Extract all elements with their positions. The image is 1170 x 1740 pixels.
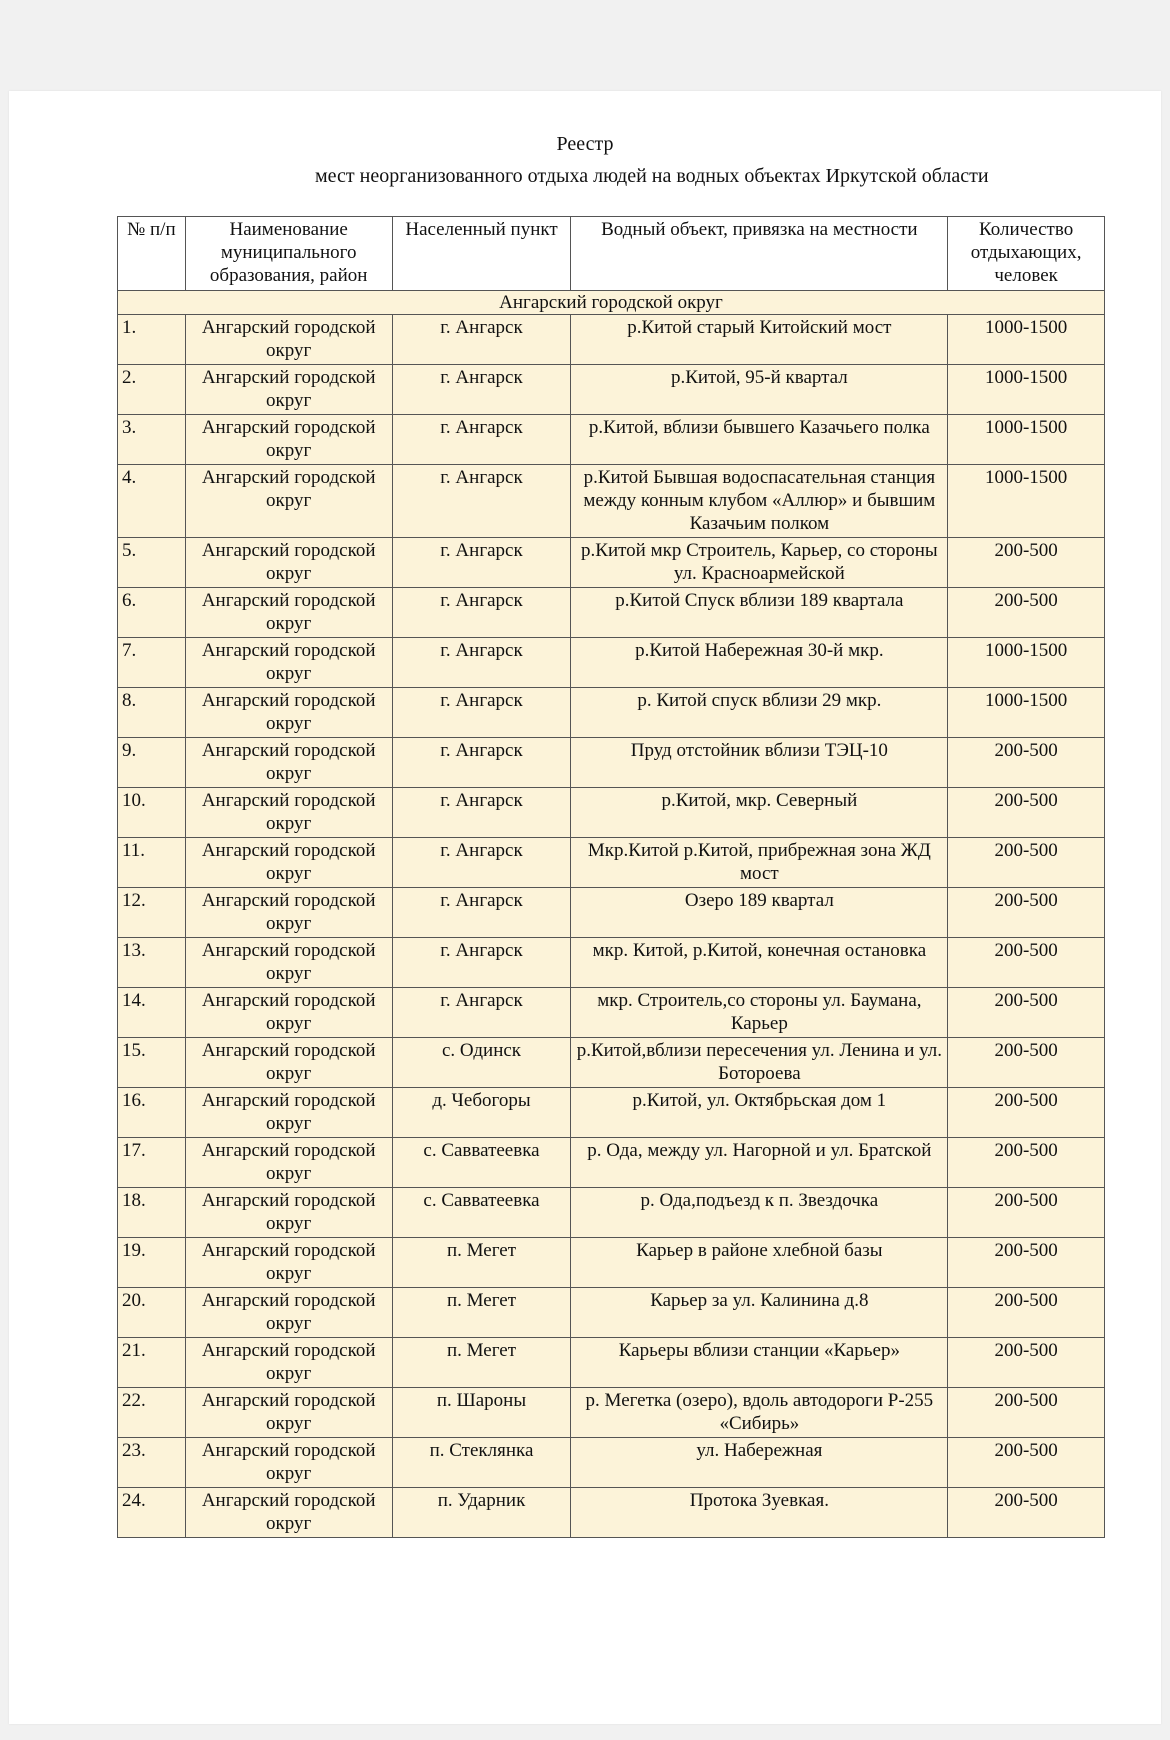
cell-num: 9. (118, 738, 186, 788)
cell-num: 23. (118, 1438, 186, 1488)
cell-count: 200-500 (948, 1388, 1105, 1438)
cell-locality: п. Мегет (392, 1238, 571, 1288)
cell-num: 10. (118, 788, 186, 838)
cell-num: 20. (118, 1288, 186, 1338)
header-row (118, 217, 1105, 291)
cell-count: 200-500 (948, 938, 1105, 988)
cell-municipality: Ангарский городской округ (185, 938, 392, 988)
cell-num: 11. (118, 838, 186, 888)
table-row (118, 1488, 1105, 1538)
cell-municipality: Ангарский городской округ (185, 365, 392, 415)
cell-water-object: р. Китой спуск вблизи 29 мкр. (571, 688, 948, 738)
cell-num: 2. (118, 365, 186, 415)
table-row (118, 1188, 1105, 1238)
cell-municipality: Ангарский городской округ (185, 415, 392, 465)
header-locality: Населенный пункт (392, 217, 571, 291)
table-row (118, 888, 1105, 938)
cell-water-object: р.Китой Бывшая водоспасательная станция между конным клубом «Аллюр» и бывшим Казачьим полком (571, 465, 948, 538)
cell-count: 200-500 (948, 1288, 1105, 1338)
cell-count: 200-500 (948, 1338, 1105, 1388)
cell-municipality: Ангарский городской округ (185, 1488, 392, 1538)
cell-locality: г. Ангарск (392, 588, 571, 638)
cell-locality: г. Ангарск (392, 638, 571, 688)
table-row (118, 315, 1105, 365)
group-row (118, 291, 1105, 315)
cell-water-object: Мкр.Китой р.Китой, прибрежная зона ЖД мост (571, 838, 948, 888)
cell-num: 1. (118, 315, 186, 365)
cell-water-object: Карьер в районе хлебной базы (571, 1238, 948, 1288)
cell-count: 1000-1500 (948, 315, 1105, 365)
cell-water-object: р.Китой мкр Строитель, Карьер, со стороны ул. Красноармейской (571, 538, 948, 588)
cell-water-object: мкр. Строитель,со стороны ул. Баумана, Карьер (571, 988, 948, 1038)
cell-num: 17. (118, 1138, 186, 1188)
cell-locality: г. Ангарск (392, 738, 571, 788)
cell-locality: п. Шароны (392, 1388, 571, 1438)
table-row (118, 588, 1105, 638)
cell-count: 1000-1500 (948, 688, 1105, 738)
cell-municipality: Ангарский городской округ (185, 1388, 392, 1438)
cell-count: 1000-1500 (948, 465, 1105, 538)
cell-municipality: Ангарский городской округ (185, 1138, 392, 1188)
cell-municipality: Ангарский городской округ (185, 1288, 392, 1338)
table-row (118, 1438, 1105, 1488)
cell-num: 19. (118, 1238, 186, 1288)
cell-count: 200-500 (948, 788, 1105, 838)
header-water-object: Водный объект, привязка на местности (571, 217, 948, 291)
document-page (9, 91, 1161, 1724)
group-label: Ангарский городской округ (118, 291, 1105, 315)
cell-count: 1000-1500 (948, 638, 1105, 688)
cell-num: 6. (118, 588, 186, 638)
cell-water-object: р. Ода,подъезд к п. Звездочка (571, 1188, 948, 1238)
cell-water-object: ул. Набережная (571, 1438, 948, 1488)
header-num: № п/п (118, 217, 186, 291)
cell-num: 16. (118, 1088, 186, 1138)
table-row (118, 838, 1105, 888)
cell-num: 3. (118, 415, 186, 465)
cell-locality: г. Ангарск (392, 988, 571, 1038)
cell-num: 18. (118, 1188, 186, 1238)
table-row (118, 1238, 1105, 1288)
cell-municipality: Ангарский городской округ (185, 1088, 392, 1138)
cell-locality: г. Ангарск (392, 365, 571, 415)
cell-water-object: р.Китой, ул. Октябрьская дом 1 (571, 1088, 948, 1138)
table-row (118, 1088, 1105, 1138)
cell-num: 5. (118, 538, 186, 588)
cell-municipality: Ангарский городской округ (185, 688, 392, 738)
cell-count: 200-500 (948, 1088, 1105, 1138)
cell-municipality: Ангарский городской округ (185, 1438, 392, 1488)
table-row (118, 1138, 1105, 1188)
cell-municipality: Ангарский городской округ (185, 538, 392, 588)
table-row (118, 688, 1105, 738)
cell-municipality: Ангарский городской округ (185, 888, 392, 938)
table-body (118, 291, 1105, 1538)
cell-water-object: Озеро 189 квартал (571, 888, 948, 938)
table-row (118, 1038, 1105, 1088)
cell-count: 200-500 (948, 1138, 1105, 1188)
cell-count: 1000-1500 (948, 415, 1105, 465)
cell-municipality: Ангарский городской округ (185, 638, 392, 688)
cell-num: 12. (118, 888, 186, 938)
cell-num: 8. (118, 688, 186, 738)
cell-locality: п. Мегет (392, 1288, 571, 1338)
table-row (118, 1388, 1105, 1438)
cell-locality: г. Ангарск (392, 688, 571, 738)
cell-locality: г. Ангарск (392, 465, 571, 538)
cell-locality: г. Ангарск (392, 538, 571, 588)
cell-locality: с. Савватеевка (392, 1138, 571, 1188)
table-row (118, 538, 1105, 588)
cell-locality: п. Ударник (392, 1488, 571, 1538)
table-row (118, 738, 1105, 788)
cell-num: 15. (118, 1038, 186, 1088)
cell-locality: г. Ангарск (392, 838, 571, 888)
cell-water-object: р.Китой, мкр. Северный (571, 788, 948, 838)
cell-count: 200-500 (948, 538, 1105, 588)
cell-count: 200-500 (948, 738, 1105, 788)
table-row (118, 938, 1105, 988)
cell-count: 200-500 (948, 988, 1105, 1038)
cell-num: 4. (118, 465, 186, 538)
cell-count: 200-500 (948, 1188, 1105, 1238)
cell-water-object: Карьеры вблизи станции «Карьер» (571, 1338, 948, 1388)
cell-municipality: Ангарский городской округ (185, 788, 392, 838)
cell-water-object: р. Ода, между ул. Нагорной и ул. Братской (571, 1138, 948, 1188)
cell-water-object: р.Китой Набережная 30-й мкр. (571, 638, 948, 688)
cell-water-object: мкр. Китой, р.Китой, конечная остановка (571, 938, 948, 988)
table-row (118, 465, 1105, 538)
table-row (118, 1338, 1105, 1388)
cell-water-object: Пруд отстойник вблизи ТЭЦ-10 (571, 738, 948, 788)
cell-water-object: р. Мегетка (озеро), вдоль автодороги Р-255 «Сибирь» (571, 1388, 948, 1438)
cell-water-object: р.Китой,вблизи пересечения ул. Ленина и ул. Ботороева (571, 1038, 948, 1088)
cell-municipality: Ангарский городской округ (185, 988, 392, 1038)
table-row (118, 788, 1105, 838)
cell-count: 200-500 (948, 1038, 1105, 1088)
cell-municipality: Ангарский городской округ (185, 588, 392, 638)
cell-water-object: р.Китой Спуск вблизи 189 квартала (571, 588, 948, 638)
cell-water-object: Карьер за ул. Калинина д.8 (571, 1288, 948, 1338)
cell-count: 1000-1500 (948, 365, 1105, 415)
cell-locality: г. Ангарск (392, 788, 571, 838)
cell-num: 21. (118, 1338, 186, 1388)
header-count: Количество отдыхающих, человек (948, 217, 1105, 291)
cell-locality: д. Чебогоры (392, 1088, 571, 1138)
cell-water-object: р.Китой, 95-й квартал (571, 365, 948, 415)
cell-count: 200-500 (948, 1238, 1105, 1288)
header-municipality: Наименование муниципального образования, район (185, 217, 392, 291)
cell-locality: г. Ангарск (392, 315, 571, 365)
cell-num: 7. (118, 638, 186, 688)
cell-municipality: Ангарский городской округ (185, 1338, 392, 1388)
cell-water-object: Протока Зуевкая. (571, 1488, 948, 1538)
cell-locality: п. Мегет (392, 1338, 571, 1388)
cell-count: 200-500 (948, 888, 1105, 938)
cell-num: 13. (118, 938, 186, 988)
cell-count: 200-500 (948, 1438, 1105, 1488)
document-title: Реестр (556, 133, 614, 155)
cell-locality: п. Стеклянка (392, 1438, 571, 1488)
cell-num: 22. (118, 1388, 186, 1438)
cell-locality: с. Савватеевка (392, 1188, 571, 1238)
cell-num: 24. (118, 1488, 186, 1538)
cell-count: 200-500 (948, 588, 1105, 638)
cell-municipality: Ангарский городской округ (185, 465, 392, 538)
table-row (118, 638, 1105, 688)
cell-municipality: Ангарский городской округ (185, 1238, 392, 1288)
table-row (118, 415, 1105, 465)
table-row (118, 1288, 1105, 1338)
cell-municipality: Ангарский городской округ (185, 315, 392, 365)
cell-water-object: р.Китой, вблизи бывшего Казачьего полка (571, 415, 948, 465)
cell-num: 14. (118, 988, 186, 1038)
cell-municipality: Ангарский городской округ (185, 838, 392, 888)
cell-municipality: Ангарский городской округ (185, 738, 392, 788)
cell-municipality: Ангарский городской округ (185, 1038, 392, 1088)
cell-locality: г. Ангарск (392, 415, 571, 465)
table-row (118, 365, 1105, 415)
document-subtitle: мест неорганизованного отдыха людей на водных объектах Иркутской области (315, 165, 989, 187)
cell-count: 200-500 (948, 838, 1105, 888)
cell-water-object: р.Китой старый Китойский мост (571, 315, 948, 365)
cell-municipality: Ангарский городской округ (185, 1188, 392, 1238)
table-row (118, 988, 1105, 1038)
cell-count: 200-500 (948, 1488, 1105, 1538)
cell-locality: г. Ангарск (392, 938, 571, 988)
registry-table (117, 216, 1105, 1538)
cell-locality: г. Ангарск (392, 888, 571, 938)
cell-locality: с. Одинск (392, 1038, 571, 1088)
